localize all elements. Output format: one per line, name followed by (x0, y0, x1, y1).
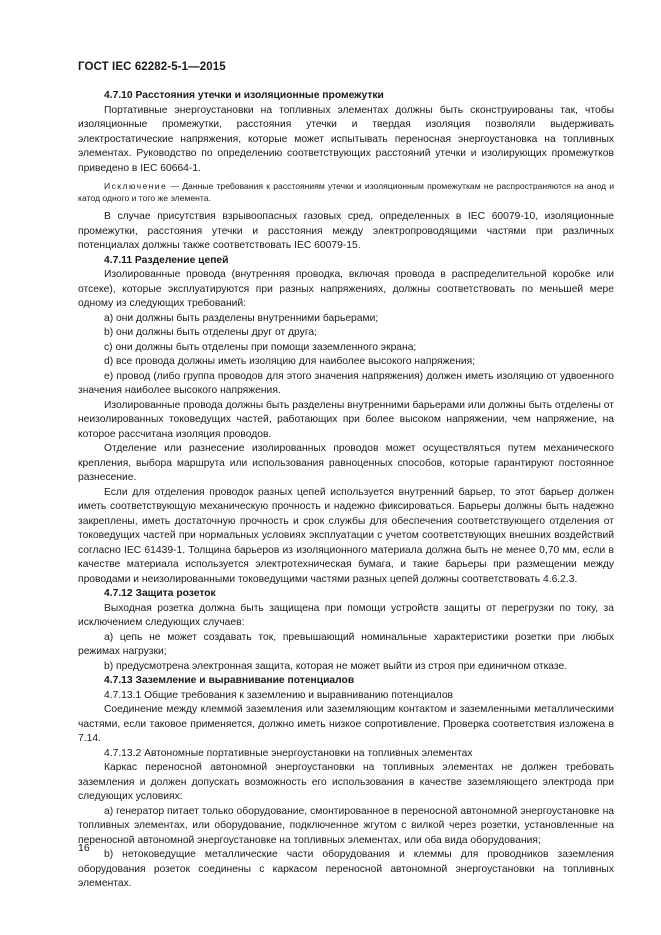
list-item: а) они должны быть разделены внутренними барьерами; (104, 312, 379, 324)
paragraph: Изолированные провода (внутренняя проводка, включая провода в распределительной коробке или отсеке), которые эксплуатируются при разных напряжениях, должны соответствовать по меньшей мере одному из следующих требований: (78, 269, 614, 309)
section-heading-4-7-10: 4.7.10 Расстояния утечки и изоляционные промежутки (104, 90, 384, 101)
document-header: ГОСТ IEC 62282-5-1—2015 (78, 61, 226, 73)
list-item: b) нетоковедущие металлические части оборудования и клеммы для проводников заземления оборудования розеток соединены с каркасом переносной автономной энергоустановки на топливных элементах. (78, 849, 614, 889)
note-text: — Данные требования к расстояниям утечки и изоляционным промежуткам не распространяются на анод и катод одного и того же элемента. (78, 181, 614, 203)
paragraph: В случае присутствия взрывоопасных газовых сред, определенных в IEC 60079-10, изоляционные промежутки, расстояния утечки и расстояния между электропроводящими частями при различных потенциалах должны также соответствовать IEC 60079-15. (78, 211, 614, 251)
list-item: а) генератор питает только оборудование, смонтированное в переносной автономной энергоустановке на топливных элементах, или оборудование, подключенное жгутом с вилкой через розетки, установленные на переносной автономной энергоустановке на топливных элементах, или оба вида оборудования; (78, 805, 614, 846)
note-paragraph (78, 180, 614, 204)
list-item: e) провод (либо группа проводов для этого значения напряжения) должен иметь изоляцию от удвоенного значения наиболее высокого напряжения. (78, 370, 614, 396)
paragraph: Каркас переносной автономной энергоустановки на топливных элементах не должен требовать заземления и должен допускать возможность его использования в качестве заземляющего электрода при следующих условиях: (78, 762, 614, 802)
subsection-title: 4.7.13.2 Автономные портативные энергоустановки на топливных элементах (104, 747, 473, 759)
paragraph: Если для отделения проводок разных цепей используется внутренний барьер, то этот барьер должен иметь соответствующую механическую прочность и надежно фиксироваться. Барьеры должны быть надежно закреплены, иметь достаточную прочность и срок службы для обеспечения соответствующего отделения от токоведущих частей при нормальных условиях эксплуатации с учетом соответствующих внешних воздействий согласно IEC 61439-1. Толщина барьеров из изоляционного материала должна быть не менее 0,70 мм, если в качестве материала используется электротехническая бумага, и такие барьеры при размещении между проводами и неизолированными токоведущими частями разных цепей должны соответствовать 4.6.2.3. (78, 486, 614, 585)
document-body (78, 89, 614, 892)
page-number: 16 (78, 842, 90, 854)
note-label: Исключение (104, 181, 168, 191)
section-heading-4-7-12: 4.7.12 Защита розеток (104, 588, 216, 599)
section-heading-4-7-13: 4.7.13 Заземление и выравнивание потенциалов (104, 675, 355, 686)
paragraph: Портативные энергоустановки на топливных элементах должны быть сконструированы так, чтобы изоляционные промежутки, расстояния утечки и твердая изоляция позволяли выдерживать электростатические напряжения, которые может испытывать переносная энергоустановка на топливных элементах. Руководство по определению соответствующих расстояний утечки и изолирующих промежутков приведено в IEC 60664-1. (78, 104, 614, 174)
list-item: c) они должны быть отделены при помощи заземленного экрана; (104, 341, 417, 353)
subsection-title: 4.7.13.1 Общие требования к заземлению и выравниванию потенциалов (104, 689, 454, 701)
list-item: b) они должны быть отделены друг от друга; (104, 327, 317, 338)
list-item: d) все провода должны иметь изоляцию для наиболее высокого напряжения; (104, 356, 476, 367)
paragraph: Изолированные провода должны быть разделены внутренними барьерами или должны быть отделены от неизолированных токоведущих частей, работающих при более высоком напряжении, чем напряжение, на которое рассчитана изоляция проводов. (78, 399, 614, 440)
paragraph: Соединение между клеммой заземления или заземляющим контактом и заземленными металлическими частями, если таковое применяется, должно иметь низкое сопротивление. Проверка соответствия изложена в 7.14. (78, 704, 614, 744)
section-heading-4-7-11: 4.7.11 Разделение цепей (104, 254, 229, 266)
paragraph: Отделение или разнесение изолированных проводов может осуществляться путем механического крепления, выбора маршрута или использования равноценных способов, которые гарантируют постоянное разнесение. (78, 443, 614, 483)
list-item: b) предусмотрена электронная защита, которая не может выйти из строя при единичном отказе. (104, 660, 568, 672)
list-item: а) цепь не может создавать ток, превышающий номинальные характеристики розетки при любых режимах нагрузки; (78, 631, 614, 657)
paragraph: Выходная розетка должна быть защищена при помощи устройств защиты от перегрузки по току, за исключением следующих случаев: (78, 602, 614, 628)
